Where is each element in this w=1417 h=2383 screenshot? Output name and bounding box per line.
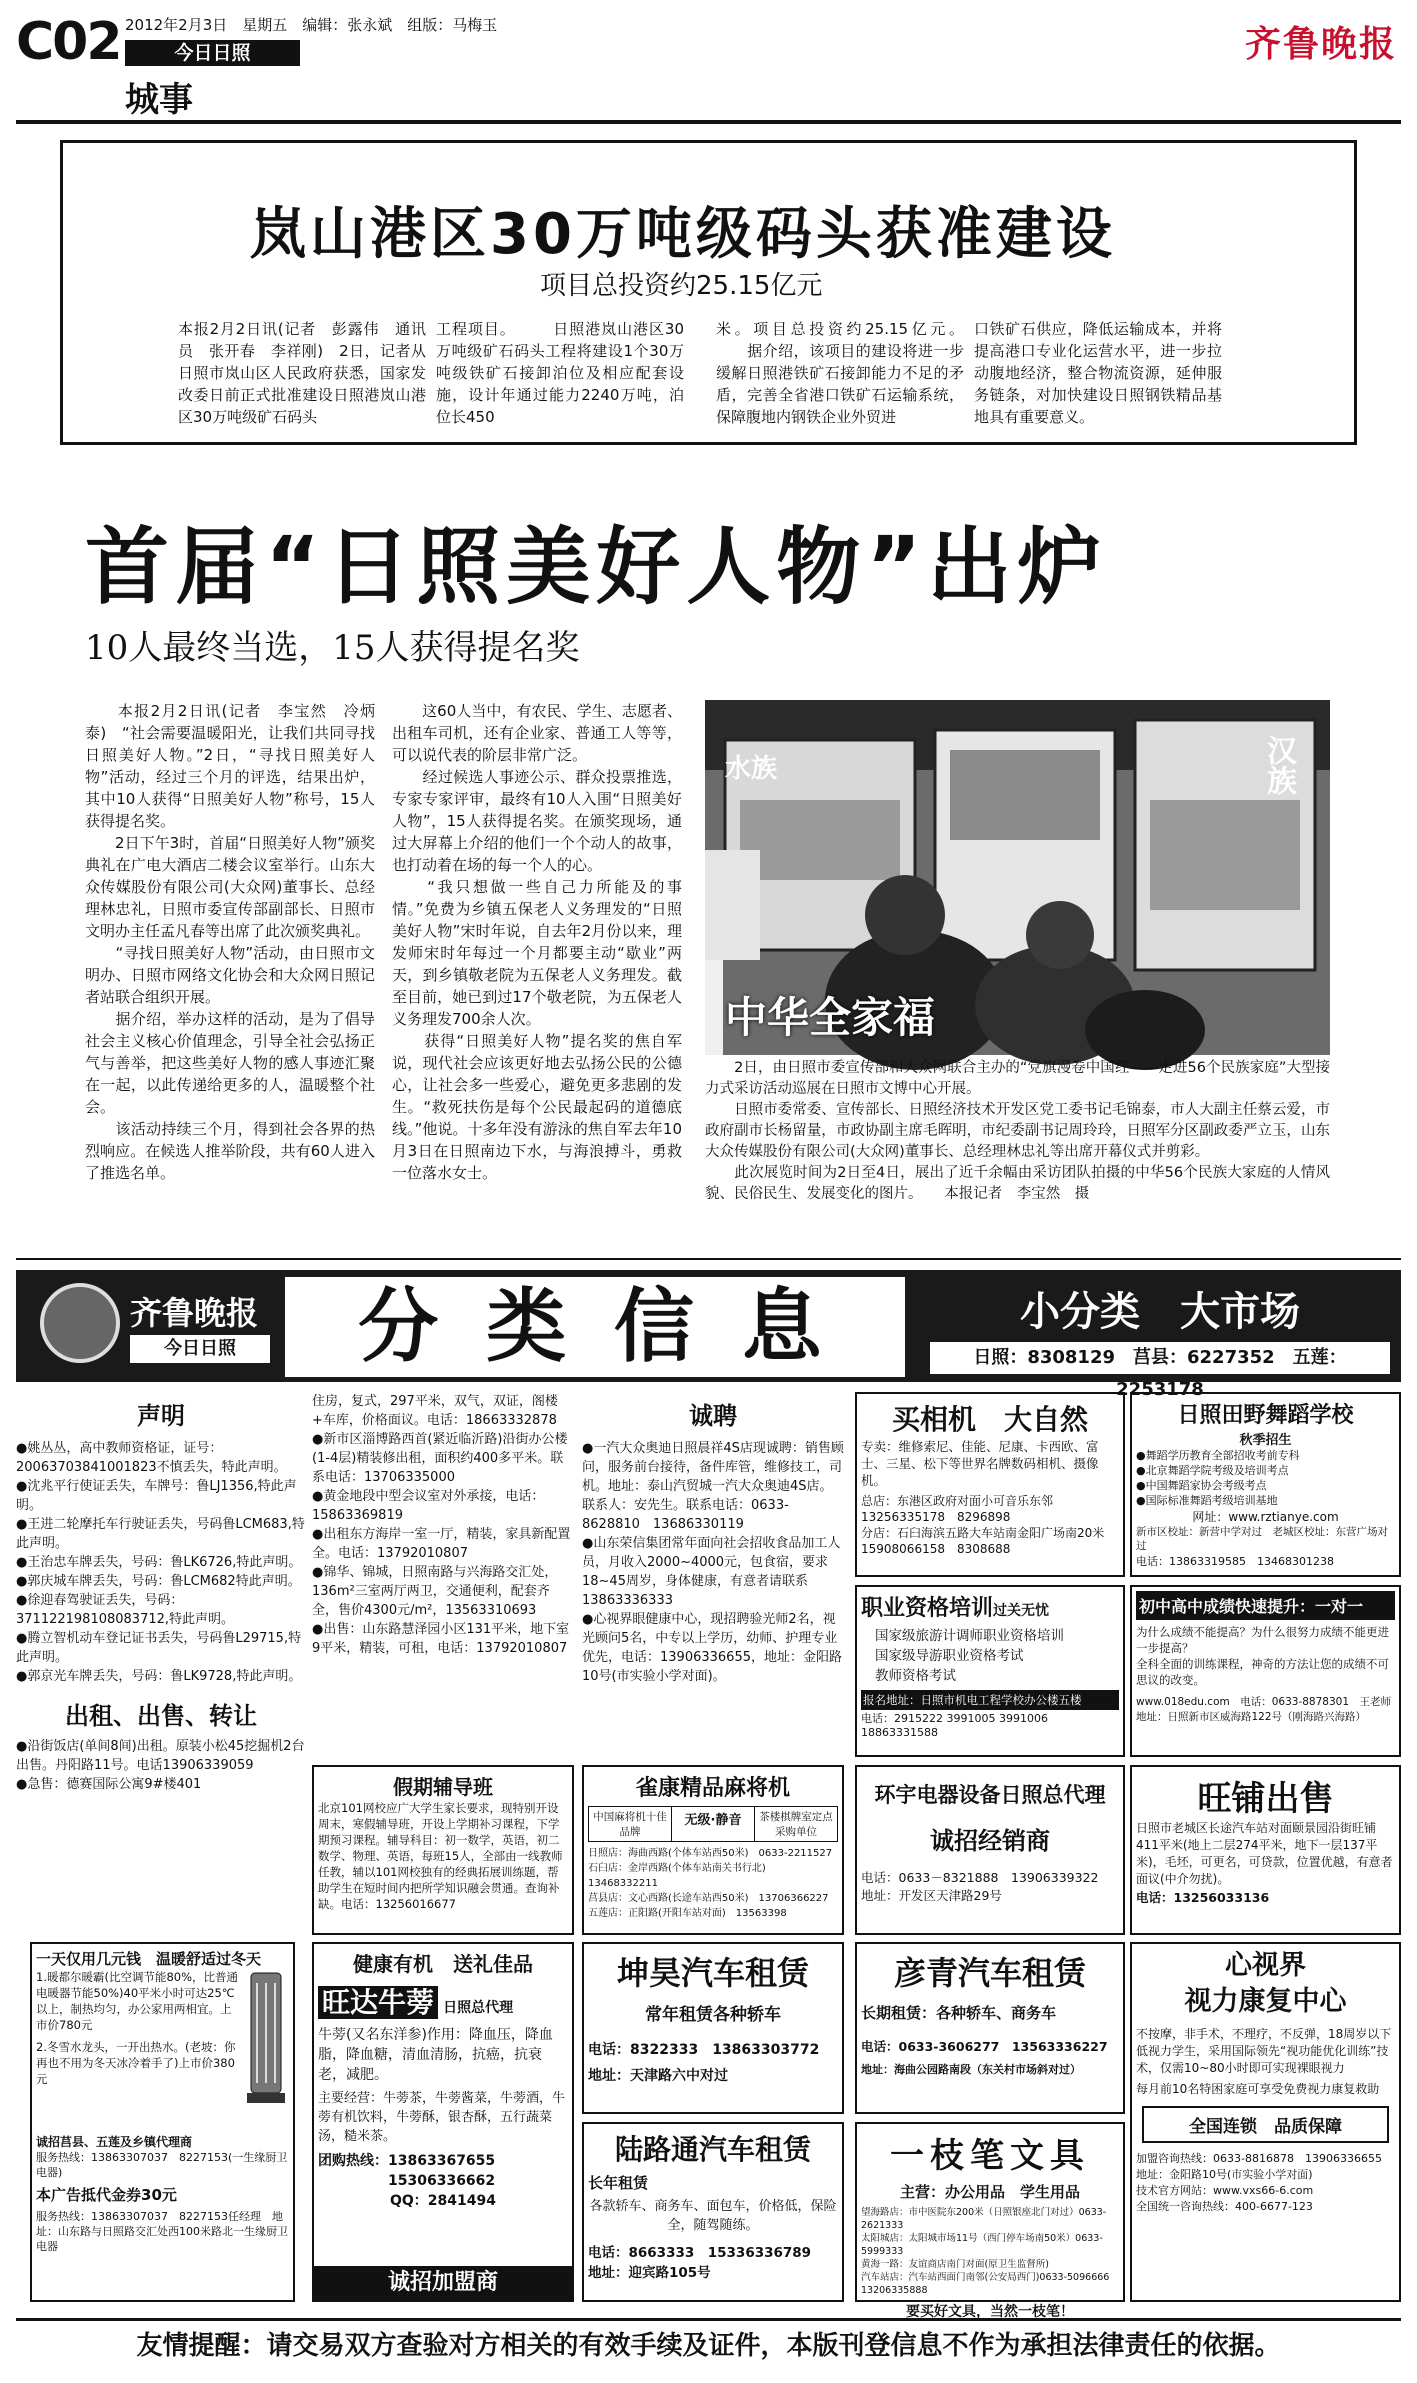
article1-col-2: 工程项目。 日照港岚山港区30万吨级矿石码头工程将建设1个30万吨级铁矿石接卸泊位及相应配套设施，设计年通过能力2240万吨，泊位长450 — [436, 320, 684, 426]
holiday-class-ad — [312, 1765, 574, 1935]
holiday-ad-title: 假期辅导班 — [393, 1775, 493, 1799]
vision-ad-addr: 地址：金阳路10号(市实验小学对面) — [1136, 2168, 1313, 2181]
shop-ad-title: 旺铺出售 — [1197, 1779, 1334, 1819]
issue-meta: 2012年2月3日 星期五 编辑：张永斌 组版：马梅玉 — [125, 16, 498, 34]
classified-logo-name: 齐鲁晚报 — [130, 1294, 259, 1332]
cert-ad-title: 职业资格培训 — [861, 1596, 994, 1621]
classified-logo-sub: 今日日照 — [130, 1335, 270, 1363]
mahjong-ad-addr: 五莲店：正阳路(开阳车站对面) 13563398 — [588, 1908, 787, 1919]
kunhao-ad-title: 坤昊汽车租赁 — [616, 1954, 809, 1992]
burdock-ad-title: 健康有机 送礼佳品 — [353, 1952, 533, 1976]
heater-ad-title: 一天仅用几元钱 温暖舒适过冬天 — [36, 1950, 262, 1968]
heater-ad-tel: 服务热线：13863307037 8227153(一生缘厨卫电器) — [36, 2151, 288, 2179]
burdock-ad-tel: 团购热线：13863367655 15306336662 — [318, 2153, 496, 2189]
mahjong-ad-cell: 无级·静音 — [672, 1807, 755, 1841]
cert-ad-tel: 电话：2915222 3991005 3991006 18863331588 — [861, 1712, 1048, 1739]
headline-good-people: 首届“日照美好人物”出炉 — [85, 518, 1108, 616]
vision-ad-title: 心视界 视力康复中心 — [1184, 1950, 1347, 2017]
page-number: C02 — [16, 12, 121, 72]
section-title: 城事 — [125, 80, 193, 120]
holiday-ad-body: 北京101网校应广大学生家长要求，现特别开设周末，寒假辅导班，开设上学期补习课程，下学期预习课程。辅导科目：初一数学，英语，初二数学、物理、英语，每班15人，全部由一线教师任教，辅以101网校独有的经典拓展训练题，帮助学生在短时间内把所学知识融会贯通。查询补缺。电话：13256016677 — [318, 1801, 563, 1911]
exhibition-photo — [705, 700, 1330, 1055]
article1-col-3: 米。项目总投资约25.15亿元。 据介绍，该项目的建设将进一步缓解日照港铁矿石接卸能力不足的矛盾，完善全省港口铁矿石运输系统，保障腹地内钢铁企业外贸进 — [716, 320, 964, 426]
rent-heading: 出租、出售、转让 — [65, 1702, 257, 1730]
yanqing-ad-sub: 长期租赁：各种轿车、商务车 — [861, 2004, 1057, 2022]
notice-item: ●沈兆平行使证丢失，车牌号：鲁LJ1356,特此声明。 — [16, 1479, 297, 1513]
kunhao-ad-sub: 常年租赁各种轿车 — [645, 2005, 781, 2025]
recruit-item: ●心视界眼健康中心，现招聘验光师2名，视光顾问5名，中专以上学历，幼师、护理专业优先，电话：13906336655，地址：金阳路10号(市实验小学对面)。 — [582, 1612, 842, 1684]
burdock-ad — [312, 1942, 574, 2302]
dance-ad-web: 网址：www.rztianye.com — [1192, 1510, 1339, 1524]
burdock-ad-brand: 旺达牛蒡 — [318, 1986, 438, 2019]
dance-ad-line: ●国际标准舞蹈考级培训基地 — [1136, 1494, 1278, 1507]
burdock-ad-recruit: 诚招加盟商 — [314, 2266, 572, 2300]
classified-col-2 — [312, 1392, 574, 1658]
tutoring-ad-addr: 地址：日照新市区威海路122号（刚海路兴海路） — [1136, 1711, 1367, 1723]
notice-item: ●郭庆城车牌丢失，号码：鲁LCM682特此声明。 — [16, 1574, 301, 1589]
vision-center-ad — [1130, 1942, 1401, 2302]
tutoring-ad-line: 为什么成绩不能提高？为什么很努力成绩不能更进一步提高？ — [1136, 1625, 1389, 1655]
stationery-ad-slogan: 要买好文具，当然一枝笔！ — [906, 2304, 1074, 2320]
dance-ad-line: ●舞蹈学历教育全部招收考前专科 — [1136, 1449, 1300, 1462]
cert-ad-line: 国家级导游职业资格考试 — [875, 1648, 1024, 1664]
rent-item: 住房，复式，297平米，双气，双证，阁楼+车库，价格面议。电话：18663332878 — [312, 1394, 558, 1428]
dance-ad-title: 日照田野舞蹈学校 — [1177, 1403, 1354, 1428]
electrical-ad — [855, 1765, 1125, 1935]
camera-ad — [855, 1392, 1125, 1577]
dance-ad-tel: 电话：13863319585 13468301238 — [1136, 1555, 1334, 1568]
vision-ad-tel2: 全国统一咨询热线：400-6677-123 — [1136, 2200, 1313, 2213]
mahjong-ad-title: 雀康精品麻将机 — [635, 1776, 790, 1801]
rent-item: ●锦华、锦城，日照南路与兴海路交汇处，136m²三室两厅两卫，交通便利，配套齐全，售价4300元/m²，13563310693 — [312, 1565, 558, 1618]
classified-phones: 日照：8308129 莒县：6227352 五莲：2253178 — [930, 1342, 1390, 1374]
dance-ad-addr: 新市区校址：新营中学对过 老城区校址：东营广场对过 — [1136, 1526, 1388, 1552]
lulutong-ad-title: 陆路通汽车租赁 — [614, 2133, 811, 2166]
notice-item: ●王进二轮摩托车行驶证丢失，号码鲁LCM683,特此声明。 — [16, 1517, 305, 1551]
section-rule — [16, 1258, 1401, 1260]
tutoring-ad-line: 全科全面的训练课程，神奇的方法让您的成绩不可思议的改变。 — [1136, 1657, 1389, 1687]
rent-item: ●急售：德赛国际公寓9#楼401 — [16, 1777, 202, 1792]
shop-ad-body: 日照市老城区长途汽车站对面颐景园沿街旺铺411平米(地上二层274平米，地下一层137平米)，毛坯，可更名，可贷款，位置优越，有意者面议(中介勿扰)。 — [1136, 1821, 1393, 1886]
heater-icon — [243, 1969, 289, 2129]
mahjong-ad-cell: 中国麻将机十佳品牌 — [589, 1807, 672, 1841]
burdock-ad-qq: QQ：2841494 — [390, 2193, 496, 2209]
kunhao-ad-tel: 电话：8322333 13863303772 — [588, 2042, 820, 2058]
kunhao-rental-ad — [582, 1942, 844, 2114]
heater-ad-body2: 2.冬雪水龙头，一开出热水。(老坡：你再也不用为冬天冰冷着手了)上市价380元 — [36, 2040, 236, 2086]
mahjong-ad-addr: 石臼店：金岸西路(个体车站南关书行北) 13468332211 — [588, 1863, 776, 1889]
photo-label-han: 汉族 — [1261, 735, 1296, 795]
rent-item: ●黄金地段中型会议室对外承接，电话：15863369819 — [312, 1489, 545, 1523]
lulutong-ad-sub: 长年租赁 — [588, 2174, 649, 2192]
notice-item: ●姚丛丛，高中教师资格证，证号：20063703841001823不慎丢失，特此声明。 — [16, 1441, 287, 1475]
tutoring-ad-title: 初中高中成绩快速提升：一对一 — [1136, 1591, 1395, 1620]
vision-ad-slogan: 全国连锁 品质保障 — [1142, 2106, 1389, 2143]
vision-ad-body2: 每月前10名特困家庭可享受免费视力康复救助 — [1136, 2082, 1380, 2096]
burdock-ad-body: 牛蒡(又名东洋参)作用：降血压，降血脂，降血糖，清血清肠，抗癌，抗衰老，减肥。 — [318, 2027, 553, 2083]
article2-col-1: 本报2月2日讯(记者 李宝然 冷炳泰) “社会需要温暖阳光，让我们共同寻找日照美好人物。”2日，“寻找日照美好人物”活动，经过三个月的评选，结果出炉，其中10人获得“日照美好人物”称号，15人获得提名奖。 2日下午3时，首届“日照美好人物”颁奖典礼在广电大酒店二楼会议室举行。山东大众传媒股份有限公司(大众网)董事长、总经理林忠礼，日照市委宣传部副部长、日照市文明办主任孟凡春等出席了此次颁奖典礼。 “寻找日照美好人物”活动，由日照市文明办、日照市网络文化协会和大众网日照记者站联合组织开展。 据介绍，举办这样的活动，是为了倡导社会主义核心价值理念，引导全社会弘扬正气与善举，把这些美好人物的感人事迹汇聚在一起，以此传递给更多的人，温暖整个社会。 该活动持续三个月，得到社会各界的热烈响应。在候选人推举阶段，共有60人进入了推选名单。 — [85, 702, 375, 1182]
notice-item: ●王治忠车牌丢失，号码：鲁LK6726,特此声明。 — [16, 1555, 302, 1570]
notice-heading: 声明 — [137, 1402, 185, 1430]
newspaper-logo: 齐鲁晚报 — [1244, 23, 1397, 65]
classified-col-3 — [582, 1392, 844, 1686]
dance-school-ad — [1130, 1392, 1401, 1577]
photo-label-shui: 水族 — [725, 754, 778, 784]
heater-ad — [30, 1942, 295, 2302]
camera-ad-body: 专卖：维修索尼、佳能、尼康、卡西欧、富士、三星、松下等世界名牌数码相机、摄像机。 — [861, 1439, 1099, 1488]
recruit-item: ●一汽大众奥迪日照晨祥4S店现诚聘：销售顾问，服务前台接待，备件库管，维修技工，司机。地址：泰山汽贸城一汽大众奥迪4S店。联系人：安先生。联系电话：0633-8628810 13686330119 — [582, 1441, 844, 1532]
kunhao-ad-addr: 地址：天津路六中对过 — [588, 2068, 728, 2084]
heater-ad-tel2: 服务热线：13863307037 8227153任经理 地址：山东路与日照路交汇处西100米路北一生缘厨卫电器 — [36, 2210, 288, 2253]
tutoring-ad — [1130, 1585, 1401, 1757]
stationery-ad-stores: 望海路店：市中医院东200米（日照银座北门对过）0633-2621333 太阳城店：太阳城市场11号（西门停车场南50米）0633-5999333 黄海一路：友谊商店南门对面(原卫生监督所) 汽车站店：汽车站西面门南邻(公安局西门)0633-5096666 13206335888 — [861, 2207, 1110, 2296]
electrical-ad-tel: 电话：0633－8321888 13906339322 — [861, 1870, 1099, 1885]
vision-ad-body: 不按摩，非手术，不理疗，不反弹，18周岁以下低视力学生，采用国际领先“视功能优化训练”技术，仅需10~80小时即可实现裸眼视力 — [1136, 2027, 1392, 2075]
classified-col-1 — [16, 1392, 306, 1794]
stationery-ad-title: 一枝笔文具 — [890, 2136, 1090, 2176]
section-tag: 今日日照 — [125, 40, 300, 66]
vision-ad-tel: 加盟咨询热线：0633-8816878 13906336655 — [1136, 2152, 1382, 2165]
globe-icon — [40, 1283, 120, 1363]
rent-item: ●出售：山东路慧泽园小区131平米，地下室9平米，精装，可租，电话：13792010807 — [312, 1622, 570, 1656]
recruit-item: ●山东荣信集团常年面向社会招收食品加工人员，月收入2000~4000元，包食宿，要求18~45周岁，身体健康，有意者请联系13863336333 — [582, 1536, 841, 1608]
dance-ad-line: ●北京舞蹈学院考级及培训考点 — [1136, 1464, 1289, 1477]
heater-ad-body: 1.暖都尔暖霸(比空调节能80%，比普通电暖器节能50%)40平米小时可达25℃以上，制热均匀，办公家用两相宜。上市价780元 — [36, 1970, 239, 2032]
stationery-ad — [855, 2122, 1125, 2320]
rent-item: ●新市区淄博路西首(紧近临沂路)沿街办公楼(1-4层)精装修出租，面积约400多平米。联系电话：13706335000 — [312, 1432, 568, 1485]
camera-ad-addr1: 总店：东港区政府对面小可音乐东邻 13256335178 8296898 — [861, 1494, 1066, 1524]
photo-caption: 2日，由日照市委宣传部和大众网联合主办的“党旗漫卷中国红——走进56个民族家庭”大型接力式采访活动巡展在日照市文博中心开展。 日照市委常委、宣传部长、日照经济技术开发区党工委书记毛锦泰，市人大副主任蔡云爱，市政府副市长杨留量，市政协副主席毛晖明，市纪委副书记周玲玲，日照军分区副政委严立玉，山东大众传媒股份有限公司(大众网)董事长、总经理林忠礼等出席开幕仪式并剪彩。 此次展览时间为2日至4日，展出了近千余幅由采访团队拍摄的中华56个民族大家庭的人情风貌、民俗民生、发展变化的图片。 本报记者 李宝然 摄 — [705, 1060, 1330, 1202]
yanqing-ad-title: 彦青汽车租赁 — [893, 1954, 1086, 1992]
classified-slogan: 小分类 大市场 — [1020, 1289, 1300, 1335]
rent-item: ●出租东方海岸一室一厅，精装，家具新配置全。电话：13792010807 — [312, 1527, 571, 1561]
lulutong-ad-body: 各款轿车、商务车、面包车，价格低，保险全，随驾随练。 — [589, 2199, 837, 2233]
yanqing-rental-ad — [855, 1942, 1125, 2114]
lulutong-ad-addr: 地址：迎宾路105号 — [588, 2265, 711, 2281]
burdock-ad-brand-tag: 日照总代理 — [443, 2000, 514, 2016]
notice-item: ●徐迎春驾驶证丢失，号码：371122198108083712,特此声明。 — [16, 1593, 235, 1627]
photo-banner: 中华全家福 — [725, 993, 936, 1042]
camera-ad-addr2: 分店：石臼海滨五路大车站南金阳广场南20米 15908066158 8308688 — [861, 1526, 1117, 1556]
mahjong-ad-cell: 茶楼棋牌室定点采购单位 — [759, 1811, 833, 1838]
notice-item: ●郭京光车牌丢失，号码：鲁LK9728,特此声明。 — [16, 1669, 302, 1684]
article2-col-2: 这60人当中，有农民、学生、志愿者、出租车司机，还有企业家、普通工人等等，可以说代表的阶层非常广泛。 经过候选人事迹公示、群众投票推选，专家专家评审，最终有10人入围“日照美好人物”，15人获得提名奖。在颁奖现场，通过大屏幕上介绍的他们一个个动人的故事，也打动着在场的每一个人的心。 “我只想做一些自己力所能及的事情。”免费为乡镇五保老人义务理发的“日照美好人物”宋时年说，自去年2月份以来，理发师宋时年每过一个月都要主动“歇业”两天，到乡镇敬老院为五保老人义务理发。截至目前，她已到过17个敬老院，为五保老人义务理发700余人次。 获得“日照美好人物”提名奖的焦自军说，现代社会应该更好地去弘扬公民的公德心，让社会多一些爱心，避免更多悲剧的发生。“救死扶伤是每个公民最起码的道德底线。”他说。十多年没有游泳的焦自军去年10月3日在日照南边下水，与海浪搏斗，勇救一位落水女士。 — [392, 702, 682, 1182]
yanqing-ad-addr: 地址：海曲公园路南段（东关村市场斜对过） — [861, 2063, 1081, 2076]
recruit-heading: 诚聘 — [689, 1402, 737, 1430]
electrical-ad-addr: 地址：开发区天津路29号 — [861, 1888, 1002, 1903]
subheadline-port: 项目总投资约25.15亿元 — [540, 271, 823, 301]
cert-ad-tag: 过关无忧 — [993, 1603, 1050, 1619]
camera-ad-title: 买相机 大自然 — [891, 1403, 1088, 1436]
cert-training-ad — [855, 1585, 1125, 1757]
subheadline-good-people: 10人最终当选，15人获得提名奖 — [85, 628, 580, 668]
shop-sale-ad — [1130, 1765, 1401, 1935]
burdock-ad-products: 主要经营：牛蒡茶，牛蒡酱菜，牛蒡酒，牛蒡有机饮料，牛蒡酥，银杏酥，五行蔬菜汤，糙米茶。 — [318, 2091, 566, 2144]
shop-ad-tel: 电话：13256033136 — [1136, 1890, 1270, 1905]
stationery-ad-sub: 主营：办公用品 学生用品 — [899, 2183, 1080, 2201]
lulutong-rental-ad — [582, 2122, 844, 2302]
mahjong-ad-addr: 日照店：海曲西路(个体车站西50米) 0633-2211527 — [588, 1848, 833, 1859]
electrical-ad-recruit: 诚招经销商 — [930, 1827, 1050, 1855]
rent-item: ●沿街饭店(单间8间)出租。原装小松45挖掘机2台出售。丹阳路11号。电话13906339059 — [16, 1739, 305, 1773]
heater-ad-promo: 本广告抵代金券30元 — [36, 2186, 177, 2204]
tutoring-ad-web: www.018edu.com 电话：0633-8878301 王老师 — [1136, 1696, 1391, 1708]
cert-ad-line: 国家级旅游计调师职业资格培训 — [875, 1628, 1064, 1644]
dance-ad-sub: 秋季招生 — [1239, 1433, 1292, 1448]
dance-ad-line: ●中国舞蹈家协会考级考点 — [1136, 1479, 1267, 1492]
vision-ad-web: 技术官方网站：www.vxs66-6.com — [1136, 2184, 1314, 2197]
headline-port: 岚山港区30万吨级码头获准建设 — [250, 202, 1116, 267]
cert-ad-line: 教师资格考试 — [875, 1668, 956, 1684]
article1-col-1: 本报2月2日讯(记者 彭露伟 通讯员 张开春 李祥刚) 2日，记者从日照市岚山区人民政府获悉，国家发改委日前正式批准建设日照港岚山港区30万吨级矿石码头 — [178, 320, 426, 426]
electrical-ad-title: 环宇电器设备日照总代理 — [874, 1783, 1106, 1807]
disclaimer-footer: 友情提醒：请交易双方查验对方相关的有效手续及证件，本版刊登信息不作为承担法律责任的依据。 — [16, 2318, 1401, 2371]
header-rule — [16, 120, 1401, 124]
lulutong-ad-tel: 电话：8663333 15336336789 — [588, 2245, 812, 2261]
heater-ad-agents: 诚招莒县、五莲及乡镇代理商 — [36, 2135, 193, 2149]
mahjong-ad — [582, 1765, 844, 1935]
article1-col-4: 口铁矿石供应，降低运输成本，并将提高港口专业化运营水平，进一步拉动腹地经济，整合物流资源，延伸服务链条，对加快建设日照钢铁精品基地具有重要意义。 — [974, 320, 1222, 426]
mahjong-ad-addr: 莒县店：文心西路(长途车站西50米) 13706366227 — [588, 1893, 829, 1904]
cert-ad-addr: 报名地址：日照市机电工程学校办公楼五楼 — [861, 1690, 1119, 1710]
notice-item: ●腾立智机动车登记证书丢失，号码鲁L29715,特此声明。 — [16, 1631, 302, 1665]
classified-title: 分 类 信 息 — [285, 1277, 905, 1377]
yanqing-ad-tel: 电话：0633-3606277 13563336227 — [861, 2039, 1108, 2054]
